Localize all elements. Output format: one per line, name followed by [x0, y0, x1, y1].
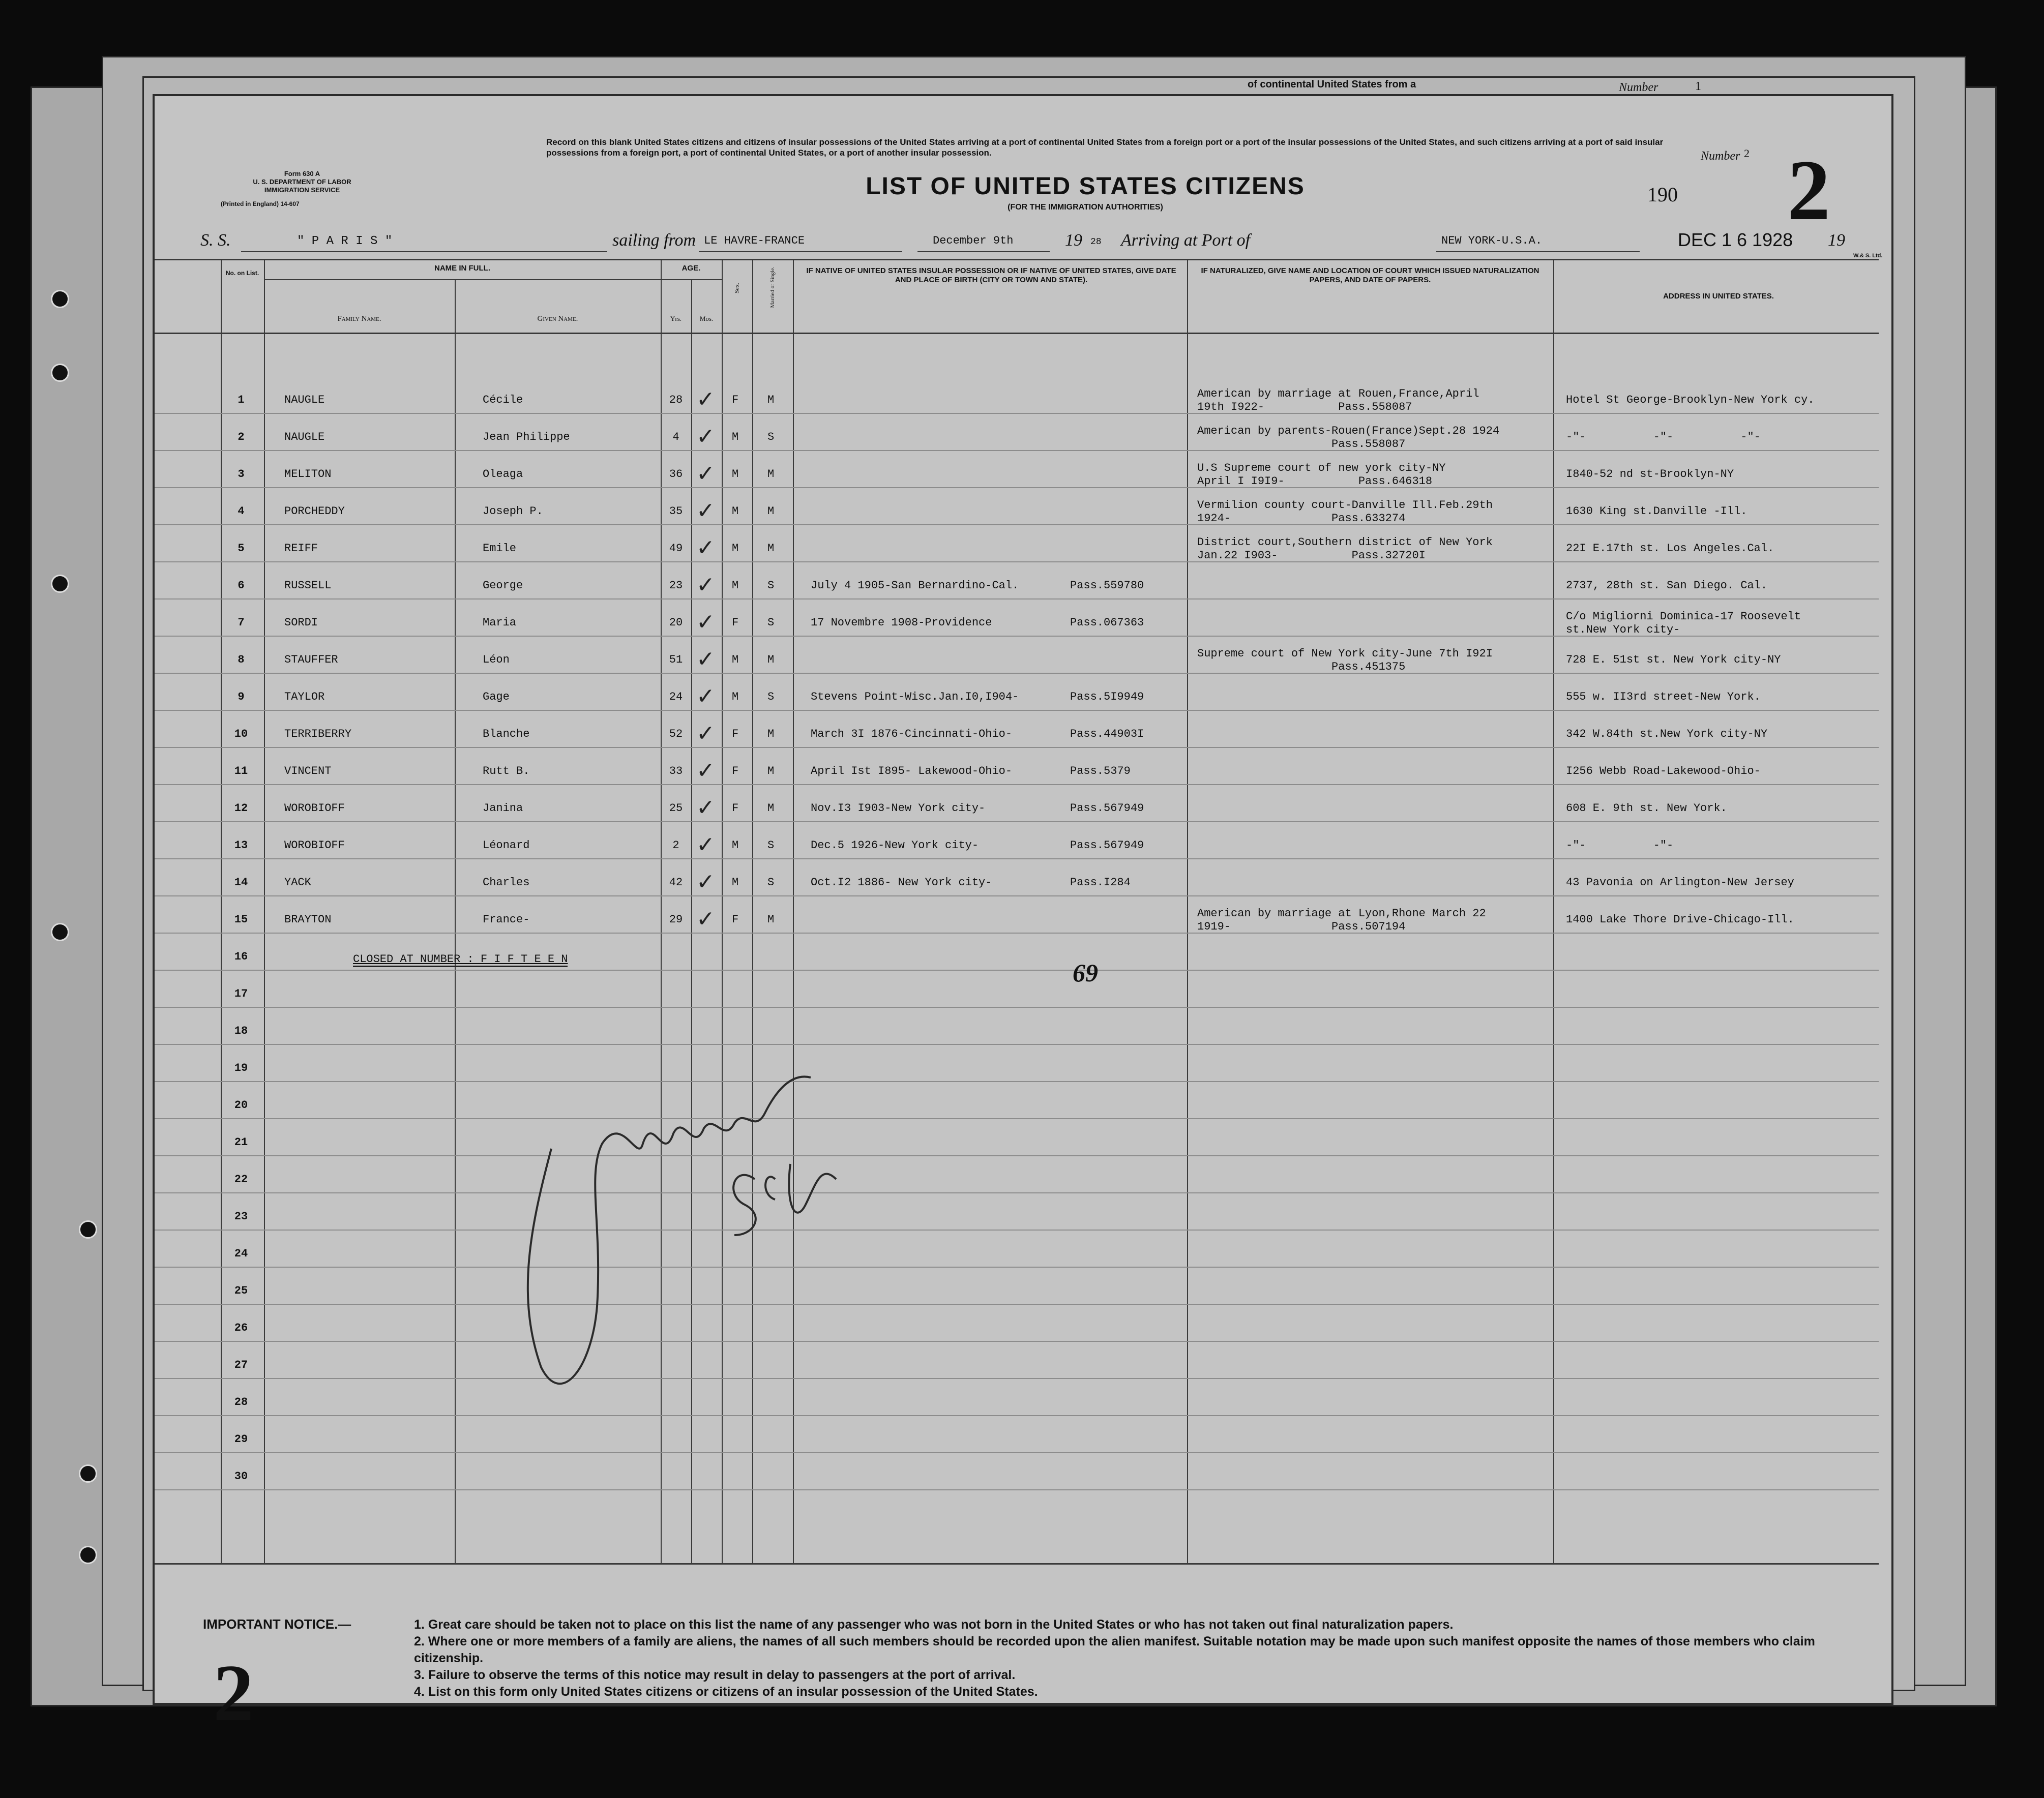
ship-name: " P A R I S " [297, 234, 393, 248]
row-rule [155, 450, 1879, 451]
marital-status: S [767, 431, 775, 443]
row-number: 10 [234, 728, 248, 740]
family-name: WOROBIOFF [284, 802, 345, 815]
birth-place-date: Oct.I2 1886- New York city- [811, 876, 992, 889]
row-number: 13 [234, 839, 248, 852]
birth-place-date: Nov.I3 I903-New York city- [811, 802, 986, 815]
birth-place-date: 17 Novembre 1908-Providence [811, 616, 992, 629]
row-rule [155, 1007, 1879, 1008]
row-rule [155, 1155, 1879, 1156]
check-mark: ✓ [696, 646, 715, 672]
us-address: 608 E. 9th st. New York. [1566, 802, 1727, 815]
form-subtitle: (FOR THE IMMIGRATION AUTHORITIES) [1008, 203, 1163, 212]
row-rule [155, 1415, 1879, 1416]
notice-list [414, 1616, 1874, 1700]
family-name: REIFF [284, 542, 318, 555]
col-address: ADDRESS IN UNITED STATES. [1663, 292, 1774, 301]
check-mark: ✓ [696, 535, 715, 561]
row-number: 17 [234, 987, 248, 1000]
punch-hole [79, 1220, 97, 1239]
check-mark: ✓ [696, 721, 715, 746]
punch-hole [79, 1546, 97, 1564]
sex: F [732, 728, 739, 740]
row-number: 27 [234, 1359, 248, 1371]
us-address: 1400 Lake Thore Drive-Chicago-Ill. [1566, 913, 1794, 926]
marital-status: S [767, 579, 775, 592]
row-rule [155, 1452, 1879, 1453]
row-rule [155, 1378, 1879, 1379]
row-number: 8 [238, 653, 245, 666]
us-address: I256 Webb Road-Lakewood-Ohio- [1566, 765, 1761, 777]
age-years: 49 [669, 542, 683, 555]
family-name: TAYLOR [284, 691, 325, 703]
col-family-name: Family Name. [337, 315, 381, 323]
naturalization-line: District court,Southern district of New York [1197, 536, 1493, 549]
us-address: I840-52 nd st-Brooklyn-NY [1566, 468, 1734, 481]
check-mark: ✓ [696, 832, 715, 858]
row-rule [155, 895, 1879, 896]
sex: M [732, 505, 739, 518]
sex: F [732, 913, 739, 926]
age-years: 29 [669, 913, 683, 926]
row-rule [155, 970, 1879, 971]
form-title: LIST OF UNITED STATES CITIZENS [866, 173, 1305, 200]
given-name: Charles [483, 876, 530, 889]
birth-place-date: March 3I 1876-Cincinnati-Ohio- [811, 728, 1013, 740]
family-name: NAUGLE [284, 431, 325, 443]
passport-number: Pass.559780 [1070, 579, 1144, 592]
row-rule [155, 858, 1879, 859]
passport-number: Pass.44903I [1070, 728, 1144, 740]
marital-status: M [767, 542, 775, 555]
naturalization-line: 19th I922- Pass.558087 [1197, 401, 1412, 413]
handwritten-signature [470, 1011, 928, 1428]
marital-status: M [767, 728, 775, 740]
col-yrs: Yrs. [670, 315, 682, 322]
row-number: 4 [238, 505, 245, 518]
notice-item: 3. Failure to observe the terms of this notice may result in delay to passengers at the port of arrival. [414, 1668, 1016, 1682]
marital-status: S [767, 616, 775, 629]
col-married-single: Married or Single. [769, 266, 776, 308]
given-name: Blanche [483, 728, 530, 740]
us-address: st.New York city- [1566, 623, 1680, 636]
col-given-name: Given Name. [537, 315, 578, 323]
family-name: YACK [284, 876, 311, 889]
arrival-date-stamp: DEC 1 6 1928 [1678, 229, 1793, 250]
given-name: Oleaga [483, 468, 523, 481]
given-name: Rutt B. [483, 765, 530, 777]
check-mark: ✓ [696, 906, 715, 932]
punch-hole [51, 575, 69, 593]
naturalization-line: 1919- Pass.507194 [1197, 920, 1406, 933]
sex: F [732, 394, 739, 406]
sex: M [732, 653, 739, 666]
age-years: 24 [669, 691, 683, 703]
us-address: 2737, 28th st. San Diego. Cal. [1566, 579, 1768, 592]
marital-status: S [767, 839, 775, 852]
row-number: 28 [234, 1396, 248, 1409]
arrival-year-prefix: 19 [1828, 231, 1845, 250]
marital-status: M [767, 653, 775, 666]
age-years: 36 [669, 468, 683, 481]
page-stamp: 69 [1073, 958, 1098, 987]
naturalization-line: Supreme court of New York city-June 7th I92I [1197, 647, 1493, 660]
row-rule [155, 487, 1879, 488]
sailing-label: sailing from [612, 231, 696, 250]
sex: F [732, 616, 739, 629]
row-rule [155, 933, 1879, 934]
passport-number: Pass.567949 [1070, 802, 1144, 815]
punch-hole [51, 290, 69, 308]
check-mark: ✓ [696, 498, 715, 524]
department: U. S. DEPARTMENT OF LABOR [253, 178, 351, 186]
given-name: Gage [483, 691, 510, 703]
check-mark: ✓ [696, 758, 715, 784]
sex: M [732, 876, 739, 889]
check-mark: ✓ [696, 795, 715, 821]
marital-status: M [767, 505, 775, 518]
row-rule [155, 1118, 1879, 1119]
row-number: 21 [234, 1136, 248, 1149]
closed-note: CLOSED AT NUMBER : F I F T E E N [353, 953, 568, 967]
us-address: 43 Pavonia on Arlington-New Jersey [1566, 876, 1794, 889]
sailing-date: December 9th [933, 234, 1014, 247]
printed-note: (Printed in England) 14-607 [221, 200, 300, 207]
naturalization-line: April I I9I9- Pass.646318 [1197, 475, 1433, 488]
back-header-fragment: of continental United States from a [1248, 79, 1416, 90]
age-years: 35 [669, 505, 683, 518]
stamp-190: 190 [1647, 183, 1678, 206]
marital-status: S [767, 876, 775, 889]
row-rule [155, 1341, 1879, 1342]
family-name: PORCHEDDY [284, 505, 345, 518]
check-mark: ✓ [696, 572, 715, 598]
col-mos: Mos. [699, 315, 714, 322]
sex: F [732, 765, 739, 777]
arrival-port: NEW YORK-U.S.A. [1441, 234, 1543, 247]
sex: M [732, 691, 739, 703]
us-address: C/o Migliorni Dominica-17 Roosevelt [1566, 610, 1801, 623]
marital-status: M [767, 468, 775, 481]
row-rule [155, 1489, 1879, 1490]
family-name: MELITON [284, 468, 332, 481]
big-page-number: 2 [1787, 142, 1830, 238]
col-sex: Sex. [733, 283, 740, 293]
naturalization-line: U.S Supreme court of new york city-NY [1197, 462, 1446, 474]
naturalization-line: American by marriage at Rouen,France,April [1197, 387, 1479, 400]
age-years: 20 [669, 616, 683, 629]
birth-place-date: April Ist I895- Lakewood-Ohio- [811, 765, 1013, 777]
passport-number: Pass.5379 [1070, 765, 1131, 777]
year-suffix: 28 [1090, 237, 1102, 247]
family-name: STAUFFER [284, 653, 338, 666]
check-mark: ✓ [696, 609, 715, 635]
row-number: 5 [238, 542, 245, 555]
printer-mark: W.& S. Ltd. [1853, 253, 1883, 259]
sex: M [732, 579, 739, 592]
marital-status: M [767, 394, 775, 406]
given-name: Maria [483, 616, 517, 629]
number-label: Number [1701, 149, 1740, 163]
ss-label: S. S. [200, 231, 231, 250]
row-number: 29 [234, 1433, 248, 1446]
sex: M [732, 839, 739, 852]
naturalization-line: Pass.558087 [1197, 438, 1406, 451]
age-years: 52 [669, 728, 683, 740]
naturalization-line: Jan.22 I903- Pass.32720I [1197, 549, 1426, 562]
punch-hole [51, 923, 69, 941]
col-no-on-list: No. on List. [225, 269, 259, 277]
age-years: 25 [669, 802, 683, 815]
birth-place-date: Stevens Point-Wisc.Jan.I0,I904- [811, 691, 1019, 703]
age-years: 33 [669, 765, 683, 777]
birth-place-date: Dec.5 1926-New York city- [811, 839, 979, 852]
notice-item: 1. Great care should be taken not to place on this list the name of any passenger who was not born in the United States or who has not taken out final naturalization papers. [414, 1617, 1454, 1632]
service: IMMIGRATION SERVICE [264, 186, 340, 194]
given-name: Emile [483, 542, 517, 555]
row-number: 11 [234, 765, 248, 777]
check-mark: ✓ [696, 869, 715, 895]
family-name: RUSSELL [284, 579, 332, 592]
col-naturalized: IF NATURALIZED, GIVE NAME AND LOCATION OF COURT WHICH ISSUED NATURALIZATION PAPERS, AND DATE OF PAPERS. [1201, 266, 1539, 284]
row-number: 1 [238, 394, 245, 406]
age-years: 42 [669, 876, 683, 889]
given-name: Léonard [483, 839, 530, 852]
us-address: 22I E.17th st. Los Angeles.Cal. [1566, 542, 1774, 555]
row-rule [155, 1044, 1879, 1045]
row-rule [155, 821, 1879, 822]
row-rule [155, 784, 1879, 785]
marital-status: M [767, 765, 775, 777]
row-number: 18 [234, 1025, 248, 1037]
passport-number: Pass.5I9949 [1070, 691, 1144, 703]
notice-heading: IMPORTANT NOTICE.— [203, 1616, 351, 1632]
given-name: Léon [483, 653, 510, 666]
row-number: 2 [238, 431, 245, 443]
row-number: 6 [238, 579, 245, 592]
naturalization-line: Pass.451375 [1197, 661, 1406, 673]
age-years: 2 [672, 839, 679, 852]
row-rule [155, 1081, 1879, 1082]
row-rule [155, 1192, 1879, 1193]
row-rule [155, 710, 1879, 711]
row-number: 22 [234, 1173, 248, 1186]
us-address: 728 E. 51st st. New York city-NY [1566, 653, 1781, 666]
row-number: 26 [234, 1322, 248, 1334]
sex: M [732, 431, 739, 443]
us-address: -"- -"- [1566, 839, 1674, 852]
given-name: Jean Philippe [483, 431, 570, 443]
sex: F [732, 802, 739, 815]
col-birth: IF NATIVE OF UNITED STATES INSULAR POSSESSION OR IF NATIVE OF UNITED STATES, GIVE DATE AND PLACE OF BIRTH (CITY OR TOWN AND STATE). [806, 266, 1176, 284]
punch-hole [79, 1464, 97, 1483]
sex: M [732, 542, 739, 555]
family-name: SORDI [284, 616, 318, 629]
back-number-value: 1 [1695, 80, 1701, 93]
family-name: WOROBIOFF [284, 839, 345, 852]
passport-number: Pass.567949 [1070, 839, 1144, 852]
row-rule [155, 524, 1879, 525]
notice-item: 4. List on this form only United States citizens or citizens of an insular possession of the United States. [414, 1685, 1038, 1699]
family-name: VINCENT [284, 765, 332, 777]
col-name-in-full: NAME IN FULL. [434, 264, 490, 273]
us-address: 1630 King st.Danville -Ill. [1566, 505, 1747, 518]
naturalization-line: American by marriage at Lyon,Rhone March 22 [1197, 907, 1486, 920]
birth-place-date: July 4 1905-San Bernardino-Cal. [811, 579, 1019, 592]
given-name: Joseph P. [483, 505, 543, 518]
check-mark: ✓ [696, 386, 715, 412]
row-number: 9 [238, 691, 245, 703]
instruction-text: Record on this blank United States citizens and citizens of insular possessions of the United States arriving at a port of continental United States from a foreign port or a port of the insular possessions of the United States, and such citizens arriving at a port of said insular possessions from a foreign port, a port of continental United States, or a port of another insular possession. [546, 137, 1664, 158]
back-number-label: Number [1619, 81, 1658, 94]
row-rule [155, 413, 1879, 414]
given-name: Janina [483, 802, 523, 815]
us-address: Hotel St George-Brooklyn-New York cy. [1566, 394, 1815, 406]
check-mark: ✓ [696, 424, 715, 450]
row-number: 7 [238, 616, 245, 629]
form-number: Form 630 A [284, 170, 320, 177]
row-number: 12 [234, 802, 248, 815]
sex: M [732, 468, 739, 481]
us-address: 555 w. II3rd street-New York. [1566, 691, 1761, 703]
row-rule [155, 1230, 1879, 1231]
year-prefix: 19 [1065, 231, 1082, 250]
row-number: 15 [234, 913, 248, 926]
row-rule [155, 1267, 1879, 1268]
row-number: 3 [238, 468, 245, 481]
naturalization-line: 1924- Pass.633274 [1197, 512, 1406, 525]
manifest-sheet [153, 94, 1893, 1738]
arriving-label: Arriving at Port of [1121, 231, 1251, 250]
row-number: 25 [234, 1284, 248, 1297]
notice-item: 2. Where one or more members of a family are aliens, the names of all such members should be recorded upon the alien manifest. Suitable notation may be made upon such manifest opposite the names of those members who claim citizenship. [414, 1634, 1815, 1665]
row-number: 30 [234, 1470, 248, 1483]
naturalization-line: Vermilion county court-Danville Ill.Feb.29th [1197, 499, 1493, 512]
family-name: TERRIBERRY [284, 728, 352, 740]
check-mark: ✓ [696, 461, 715, 487]
row-rule [155, 598, 1879, 600]
row-number: 14 [234, 876, 248, 889]
given-name: George [483, 579, 523, 592]
age-years: 4 [672, 431, 679, 443]
row-rule [155, 561, 1879, 562]
given-name: Cécile [483, 394, 523, 406]
passport-number: Pass.I284 [1070, 876, 1131, 889]
row-rule [155, 1304, 1879, 1305]
us-address: 342 W.84th st.New York city-NY [1566, 728, 1768, 740]
punch-hole [51, 364, 69, 382]
check-mark: ✓ [696, 683, 715, 709]
family-name: BRAYTON [284, 913, 332, 926]
row-number: 24 [234, 1247, 248, 1260]
row-rule [155, 673, 1879, 674]
passport-number: Pass.067363 [1070, 616, 1144, 629]
age-years: 28 [669, 394, 683, 406]
naturalization-line: American by parents-Rouen(France)Sept.28 1924 [1197, 425, 1500, 437]
number-value: 2 [1744, 147, 1750, 160]
from-port: LE HAVRE-FRANCE [704, 234, 805, 247]
row-number: 23 [234, 1210, 248, 1223]
row-number: 19 [234, 1062, 248, 1074]
row-number: 20 [234, 1099, 248, 1112]
marital-status: M [767, 913, 775, 926]
given-name: France- [483, 913, 530, 926]
family-name: NAUGLE [284, 394, 325, 406]
col-age: AGE. [682, 264, 701, 273]
age-years: 23 [669, 579, 683, 592]
marital-status: S [767, 691, 775, 703]
us-address: -"- -"- -"- [1566, 431, 1761, 443]
corner-number: 2 [213, 1647, 254, 1738]
marital-status: M [767, 802, 775, 815]
row-rule [155, 747, 1879, 748]
row-number: 16 [234, 950, 248, 963]
age-years: 51 [669, 653, 683, 666]
